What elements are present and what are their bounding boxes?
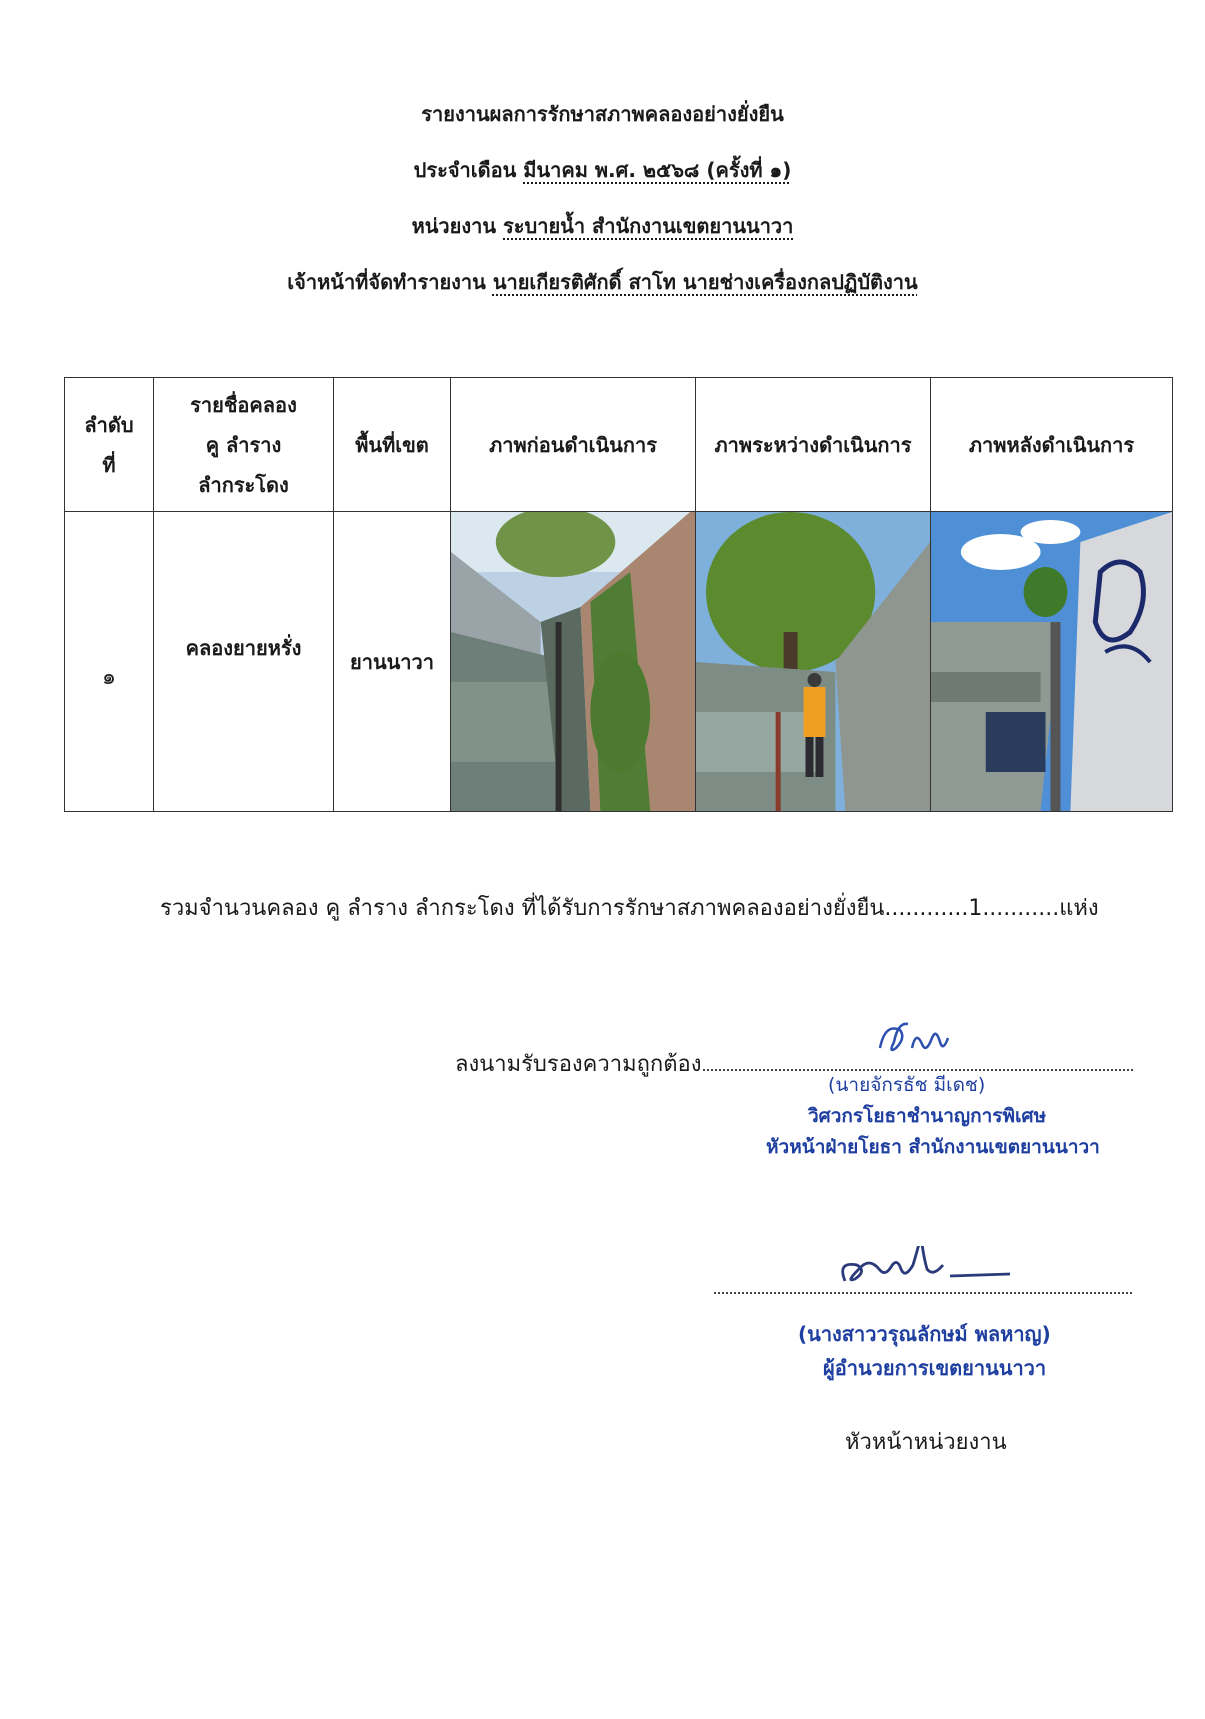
photo-during-image	[696, 512, 930, 811]
unit-label: หน่วยงาน	[411, 214, 497, 238]
col-header-name-line3: ลำกระโดง	[198, 472, 289, 497]
col-header-district: พื้นที่เขต	[334, 378, 451, 512]
certifier-position-2: หัวหน้าฝ่ายโยธา สำนักงานเขตยานนาวา	[766, 1136, 1100, 1158]
officer-label: เจ้าหน้าที่จัดทำรายงาน	[287, 270, 486, 294]
report-title: รายงานผลการรักษาสภาพคลองอย่างยั่งยืน	[421, 102, 784, 126]
col-header-after: ภาพหลังดำเนินการ	[931, 378, 1173, 512]
row-no: ๑	[65, 512, 154, 812]
summary-count: 1	[968, 896, 983, 921]
certifier-signature	[872, 1018, 962, 1068]
canal-report-table	[64, 377, 1173, 812]
period-label: ประจำเดือน	[413, 158, 517, 182]
photo-after-image	[931, 512, 1172, 811]
photo-during	[696, 512, 931, 812]
unit-value: ระบายน้ำ สำนักงานเขตยานนาวา	[503, 214, 794, 238]
certifier-position-1: วิศวกรโยธาชำนาญการพิเศษ	[808, 1105, 1047, 1127]
col-header-name-line1: รายชื่อคลอง	[190, 392, 297, 417]
certifier-sign-line	[455, 1046, 1133, 1081]
photo-before-image	[451, 512, 695, 811]
director-name: (นางสาววรุณลักษม์ พลหาญ)	[798, 1322, 1051, 1346]
row-canal-name: คลองยายหรั่ง	[154, 512, 334, 812]
director-role-label: หัวหน้าหน่วยงาน	[845, 1430, 1007, 1455]
row-district: ยานนาวา	[334, 512, 451, 812]
col-header-during: ภาพระหว่างดำเนินการ	[696, 378, 931, 512]
summary-unit: แห่ง	[1059, 896, 1099, 921]
period-value: มีนาคม พ.ศ. ๒๕๖๘ (ครั้งที่ ๑)	[523, 158, 792, 182]
summary-text: รวมจำนวนคลอง คู ลำราง ลำกระโดง ที่ได้รับการรักษาสภาพคลองอย่างยั่งยืน	[160, 896, 885, 921]
summary-line	[160, 890, 1099, 925]
col-header-no-line1: ลำดับ	[84, 412, 134, 437]
col-header-name-line2: คู ลำราง	[205, 432, 282, 457]
col-header-name	[154, 378, 334, 512]
table-row	[65, 512, 1173, 812]
col-header-before: ภาพก่อนดำเนินการ	[451, 378, 696, 512]
report-period	[0, 154, 1205, 186]
summary-dots-before: ............	[884, 896, 969, 921]
summary-dots-after: ...........	[982, 896, 1060, 921]
report-unit	[0, 210, 1205, 242]
col-header-no-line2: ที่	[102, 452, 116, 477]
director-dotted-line	[714, 1292, 1132, 1294]
col-header-no	[65, 378, 154, 512]
certifier-label: ลงนามรับรองความถูกต้อง	[455, 1052, 702, 1077]
table-header-row	[65, 378, 1173, 512]
certifier-name: (นายจักรธัช มีเดช)	[828, 1074, 986, 1096]
photo-before	[451, 512, 696, 812]
photo-after	[931, 512, 1173, 812]
report-officer	[0, 266, 1205, 298]
director-position: ผู้อำนวยการเขตยานนาวา	[823, 1356, 1047, 1380]
officer-value: นายเกียรติศักดิ์ สาโท นายช่างเครื่องกลปฏิบัติงาน	[492, 270, 918, 294]
